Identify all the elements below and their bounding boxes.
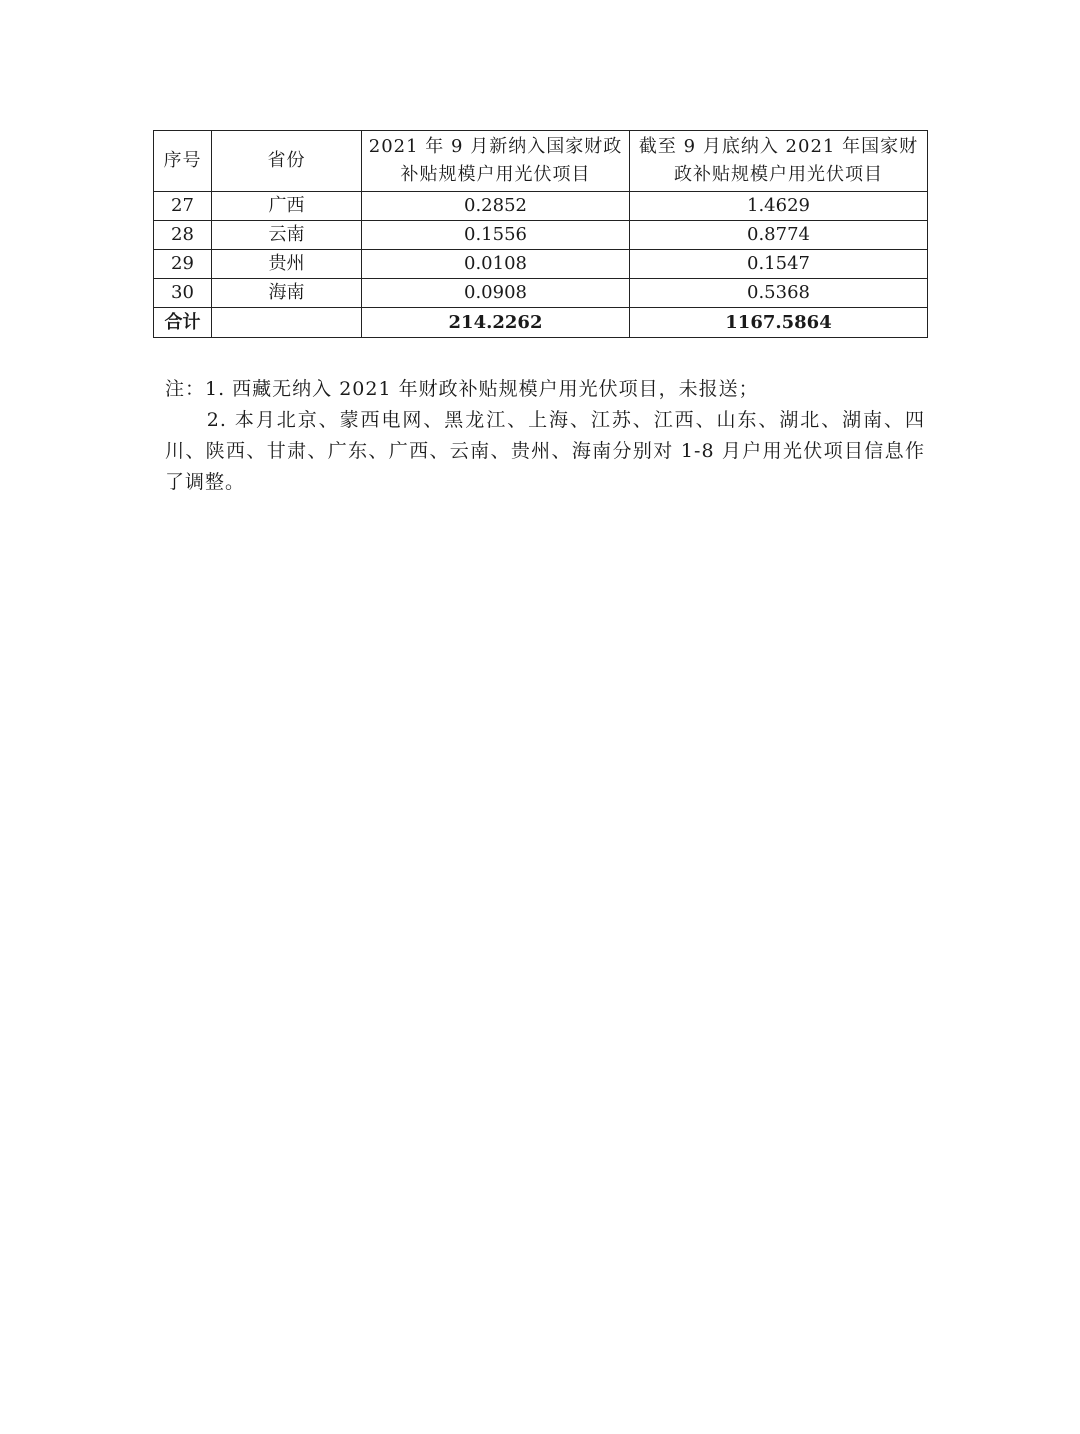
cell-new: 0.1556 bbox=[362, 221, 630, 250]
cell-total-province bbox=[212, 308, 362, 338]
table-total-row bbox=[154, 308, 928, 338]
cell-province: 海南 bbox=[212, 279, 362, 308]
pv-project-table bbox=[153, 130, 928, 338]
cell-cum: 0.1547 bbox=[630, 250, 928, 279]
header-seq: 序号 bbox=[154, 131, 212, 192]
table-row bbox=[154, 221, 928, 250]
table-row bbox=[154, 279, 928, 308]
cell-province: 广西 bbox=[212, 192, 362, 221]
cell-cum: 0.5368 bbox=[630, 279, 928, 308]
note-2: 2. 本月北京、蒙西电网、黑龙江、上海、江苏、江西、山东、湖北、湖南、四川、陕西、甘肃、广东、广西、云南、贵州、海南分别对 1-8 月户用光伏项目信息作了调整。 bbox=[165, 409, 925, 493]
cell-new: 0.2852 bbox=[362, 192, 630, 221]
cell-total-label: 合计 bbox=[154, 308, 212, 338]
table-row bbox=[154, 192, 928, 221]
header-province: 省份 bbox=[212, 131, 362, 192]
cell-cum: 0.8774 bbox=[630, 221, 928, 250]
header-new-projects: 2021 年 9 月新纳入国家财政 补贴规模户用光伏项目 bbox=[362, 131, 630, 192]
header-cumulative-projects: 截至 9 月底纳入 2021 年国家财 政补贴规模户用光伏项目 bbox=[630, 131, 928, 192]
cell-seq: 27 bbox=[154, 192, 212, 221]
cell-seq: 30 bbox=[154, 279, 212, 308]
cell-total-cum: 1167.5864 bbox=[630, 308, 928, 338]
table-row bbox=[154, 250, 928, 279]
note-1: 注：1. 西藏无纳入 2021 年财政补贴规模户用光伏项目，未报送； bbox=[165, 378, 759, 400]
cell-total-new: 214.2262 bbox=[362, 308, 630, 338]
cell-province: 贵州 bbox=[212, 250, 362, 279]
cell-province: 云南 bbox=[212, 221, 362, 250]
table-header-row bbox=[154, 131, 928, 192]
notes-section bbox=[165, 374, 925, 498]
cell-seq: 29 bbox=[154, 250, 212, 279]
cell-seq: 28 bbox=[154, 221, 212, 250]
cell-cum: 1.4629 bbox=[630, 192, 928, 221]
cell-new: 0.0108 bbox=[362, 250, 630, 279]
cell-new: 0.0908 bbox=[362, 279, 630, 308]
